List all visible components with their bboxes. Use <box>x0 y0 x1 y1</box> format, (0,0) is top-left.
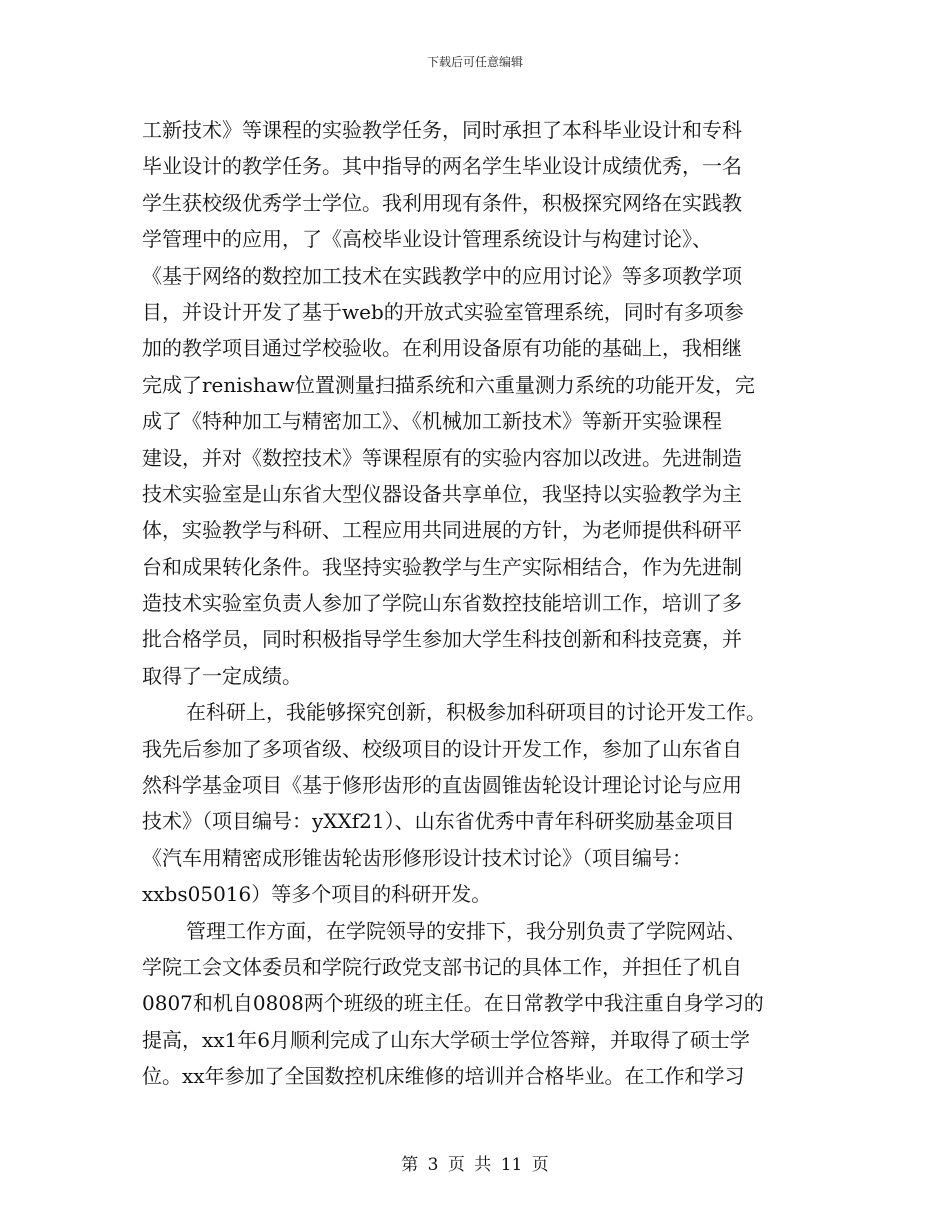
paragraph-management <box>142 913 814 1095</box>
text-line: 体，实验教学与科研、工程应用共同进展的方针，为老师提供科研平 <box>142 518 742 543</box>
text-line: 技术实验室是山东省大型仪器设备共享单位，我坚持以实验教学为主 <box>142 481 742 506</box>
text-line: 管理工作方面，在学院领导的安排下，我分别负责了学院网站、 <box>186 918 746 943</box>
text-line: 取得了一定成绩。 <box>142 663 302 688</box>
text-line: 我先后参加了多项省级、校级项目的设计开发工作，参加了山东省自 <box>142 736 742 761</box>
text-line: 目，并设计开发了基于web的开放式实验室管理系统，同时有多项参 <box>142 299 744 324</box>
text-line: 完成了renishaw位置测量扫描系统和六重量测力系统的功能开发，完 <box>142 372 755 397</box>
text-line: 毕业设计的教学任务。其中指导的两名学生毕业设计成绩优秀，一名 <box>142 154 742 179</box>
text-line: 技术》（项目编号：yXXf21）、山东省优秀中青年科研奖励基金项目 <box>142 809 735 834</box>
paragraph-research <box>142 694 814 912</box>
text-line: 成了《特种加工与精密加工》、《机械加工新技术》等新开实验课程 <box>142 409 722 434</box>
text-line: 台和成果转化条件。我坚持实验教学与生产实际相结合，作为先进制 <box>142 554 742 579</box>
paragraph-teaching <box>142 112 814 694</box>
page-number-footer: 第 3 页 共 11 页 <box>401 1155 549 1175</box>
text-line: 在科研上，我能够探究创新，积极参加科研项目的讨论开发工作。 <box>186 700 766 725</box>
document-body <box>142 112 814 1095</box>
text-line: 加的教学项目通过学校验收。在利用设备原有功能的基础上，我相继 <box>142 336 742 361</box>
text-line: 学生获校级优秀学士学位。我利用现有条件，积极探究网络在实践教 <box>142 190 742 215</box>
page-header: 下载后可任意编辑 <box>426 55 523 69</box>
text-line: 然科学基金项目《基于修形齿形的直齿圆锥齿轮设计理论讨论与应用 <box>142 773 742 798</box>
text-line: 建设，并对《数控技术》等课程原有的实验内容加以改进。先进制造 <box>142 445 742 470</box>
text-line: 《汽车用精密成形锥齿轮齿形修形设计技术讨论》（项目编号： <box>142 845 692 870</box>
text-line: 学管理中的应用，了《高校毕业设计管理系统设计与构建讨论》、 <box>142 227 712 252</box>
text-line: 提高，xx1年6月顺利完成了山东大学硕士学位答辩，并取得了硕士学 <box>142 1027 751 1052</box>
text-line: 位。xx年参加了全国数控机床维修的培训并合格毕业。在工作和学习 <box>142 1064 745 1089</box>
text-line: xxbs05016）等多个项目的科研开发。 <box>142 882 492 907</box>
text-line: 学院工会文体委员和学院行政党支部书记的具体工作，并担任了机自 <box>142 954 742 979</box>
text-line: 工新技术》等课程的实验教学任务，同时承担了本科毕业设计和专科 <box>142 118 742 142</box>
text-line: 0807和机自0808两个班级的班主任。在日常教学中我注重自身学习的 <box>142 991 764 1016</box>
text-line: 《基于网络的数控加工技术在实践教学中的应用讨论》等多项教学项 <box>142 263 742 288</box>
text-line: 批合格学员，同时积极指导学生参加大学生科技创新和科技竞赛，并 <box>142 627 742 652</box>
text-line: 造技术实验室负责人参加了学院山东省数控技能培训工作，培训了多 <box>142 591 742 616</box>
